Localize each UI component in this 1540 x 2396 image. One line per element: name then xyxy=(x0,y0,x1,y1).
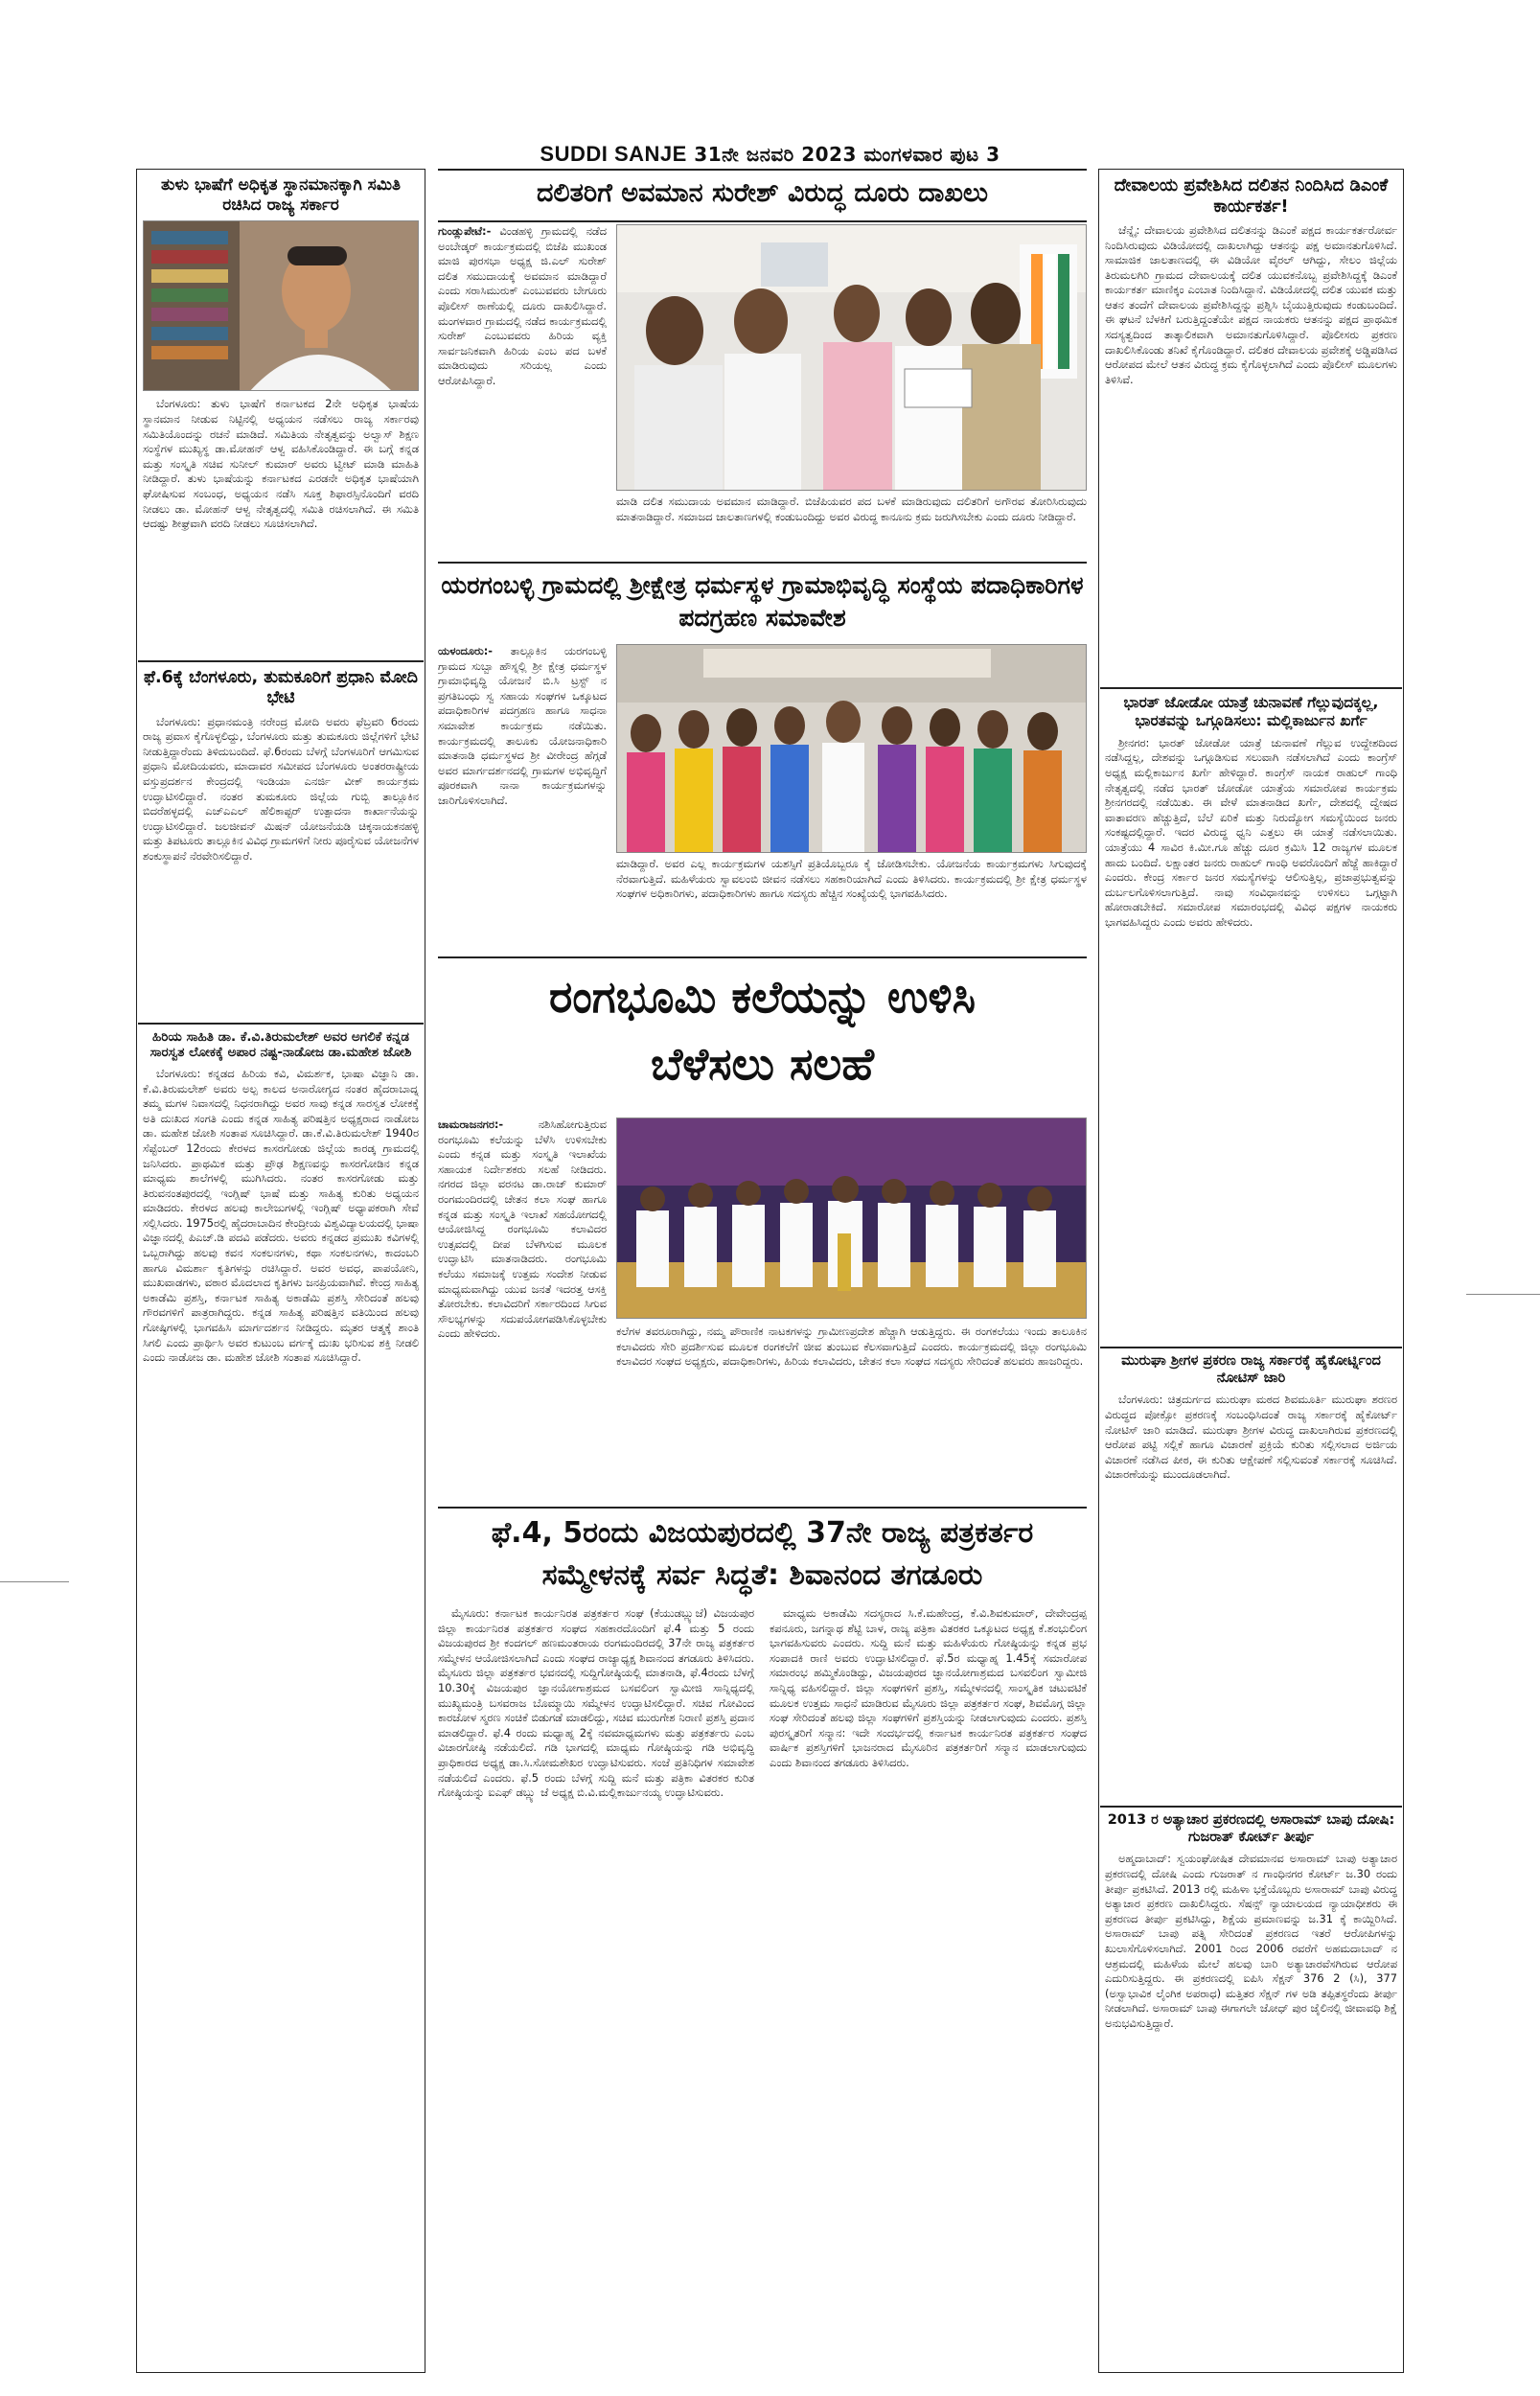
headline-kharge: ಭಾರತ್ ಜೋಡೋ ಯಾತ್ರೆ ಚುನಾವಣೆ ಗೆಲ್ಲುವುದಕ್ಕಲ್ಲ, ಭಾರತವನ್ನು ಒಗ್ಗೂಡಿಸಲು: ಮಲ್ಲಿಕಾರ್ಜುನ ಖರ್ಗೆ xyxy=(1123,694,1379,729)
headline-theatre-line1: ರಂಗಭೂಮಿ ಕಲೆಯನ್ನು ಉಳಿಸಿ xyxy=(548,971,977,1023)
article-asaram xyxy=(1105,1812,1397,2350)
caption-dalit-complaint: ಮಾಡಿ ದಲಿತ ಸಮುದಾಯ ಅವಮಾನ ಮಾಡಿದ್ದಾರೆ. ಬಿಜೆಪಿಯವರ ಪದ ಬಳಕೆ ಮಾಡಿರುವುದು ದಲಿತರಿಗೆ ಅಗೌರವ ತೋರಿಸಿರುವುದು ಮಾತನಾಡಿದ್ದಾರೆ. ಸಮಾಜದ ಜಾಲತಾಣಗಳಲ್ಲಿ ಕಂಡುಬಂದಿದ್ದು ಅವರ ವಿರುದ್ಧ ಕಾನೂನು ಕ್ರಮ ಜರುಗಿಸಬೇಕು ಎಂದು ದೂರು ನೀಡಿದ್ದಾರೆ. xyxy=(616,495,1087,523)
photo-complaint-handover xyxy=(616,224,1087,491)
body-temple-entry: ಚೆನ್ನೈ: ದೇವಾಲಯ ಪ್ರವೇಶಿಸಿದ ದಲಿತನನ್ನು ಡಿಎಂಕೆ ಪಕ್ಷದ ಕಾರ್ಯಕರ್ತರೋರ್ವ ನಿಂದಿಸಿರುವುದು ವಿಡಿಯೋದಲ್ಲಿ ದಾಖಲಾಗಿದ್ದು ಆತನನ್ನು ಪಕ್ಷ ಅಮಾನತುಗೊಳಿಸಿದೆ. ಸಾಮಾಜಿಕ ಜಾಲತಾಣದಲ್ಲಿ ಈ ವಿಡಿಯೋ ವೈರಲ್ ಆಗಿದ್ದು, ಸೇಲಂ ಜಿಲ್ಲೆಯ ತಿರುಮಲಗಿರಿ ಗ್ರಾಮದ ದೇವಾಲಯಕ್ಕೆ ದಲಿತ ಯುವಕನೊಬ್ಬ ಪ್ರವೇಶಿಸಿದ್ದಕ್ಕೆ ಡಿಎಂಕೆ ಕಾರ್ಯಕರ್ತ ಮಾಣಿಕ್ಕಂ ಎಂಬಾತ ನಿಂದಿಸಿದ್ದಾನೆ. ವಿಡಿಯೋದಲ್ಲಿ ದಲಿತ ಯುವಕ ಮತ್ತು ಆತನ ತಂದೆಗೆ ದೇವಾಲಯ ಪ್ರವೇಶಿಸಿದ್ದನ್ನು ಪ್ರಶ್ನಿಸಿ ಬೈಯುತ್ತಿರುವುದು ಕಂಡುಬಂದಿದೆ. ಈ ಘಟನೆ ಬೆಳಕಿಗೆ ಬರುತ್ತಿದ್ದಂತೆಯೇ ಪಕ್ಷದ ನಾಯಕರು ಆತನನ್ನು ಪಕ್ಷದ ಪ್ರಾಥಮಿಕ ಸದಸ್ಯತ್ವದಿಂದ ತಾತ್ಕಾಲಿಕವಾಗಿ ಅಮಾನತುಗೊಳಿಸಿದ್ದಾರೆ. ಪೊಲೀಸರು ಪ್ರಕರಣ ದಾಖಲಿಸಿಕೊಂಡು ತನಿಖೆ ಕೈಗೊಂಡಿದ್ದಾರೆ. ದಲಿತರ ದೇವಾಲಯ ಪ್ರವೇಶಕ್ಕೆ ಅಡ್ಡಿಪಡಿಸಿದ ಆರೋಪದ ಮೇಲೆ ಆತನ ವಿರುದ್ಧ ಕ್ರಮ ಕೈಗೊಳ್ಳಲಾಗಿದೆ ಎಂದು ಪೊಲೀಸ್ ಮೂಲಗಳು ತಿಳಿಸಿವೆ. xyxy=(1105,222,1397,386)
article-modi-visit xyxy=(143,668,419,1020)
photo-dharmasthala-event xyxy=(616,644,1087,853)
body-modi-visit: ಬೆಂಗಳೂರು: ಪ್ರಧಾನಮಂತ್ರಿ ನರೇಂದ್ರ ಮೋದಿ ಅವರು ಫೆಬ್ರವರಿ 6ರಂದು ರಾಜ್ಯ ಪ್ರವಾಸ ಕೈಗೊಳ್ಳಲಿದ್ದು, ಬೆಂಗಳೂರು ಮತ್ತು ತುಮಕೂರು ಜಿಲ್ಲೆಗಳಿಗೆ ಭೇಟಿ ನೀಡುತ್ತಿದ್ದಾರೆಂದು ತಿಳಿದುಬಂದಿದೆ. ಫೆ.6ರಂದು ಬೆಳಗ್ಗೆ ಬೆಂಗಳೂರಿಗೆ ಆಗಮಿಸುವ ಪ್ರಧಾನಿ ಮೋದಿಯವರು, ಮಾದಾವರ ಸಮೀಪದ ಬೆಂಗಳೂರು ಅಂತರರಾಷ್ಟ್ರೀಯ ವಸ್ತುಪ್ರದರ್ಶನ ಕೇಂದ್ರದಲ್ಲಿ ಇಂಡಿಯಾ ಎನರ್ಜಿ ವೀಕ್ ಕಾರ್ಯಕ್ರಮ ಉದ್ಘಾಟಿಸಲಿದ್ದಾರೆ. ನಂತರ ತುಮಕೂರು ಜಿಲ್ಲೆಯ ಗುಬ್ಬಿ ತಾಲ್ಲೂಕಿನ ಬಿದರೆಹಳ್ಳದಲ್ಲಿ ಎಚ್ಎಎಲ್ ಹೆಲಿಕಾಪ್ಟರ್ ಉತ್ಪಾದನಾ ಕಾರ್ಖಾನೆಯನ್ನು ಉದ್ಘಾಟಿಸಲಿದ್ದಾರೆ. ಜಲಜೀವನ್ ಮಿಷನ್ ಯೋಜನೆಯಡಿ ಚಿಕ್ಕನಾಯಕನಹಳ್ಳಿ ಮತ್ತು ತಿಪಟೂರು ತಾಲ್ಲೂಕಿನ ವಿವಿಧ ಗ್ರಾಮಗಳಿಗೆ ನೀರು ಪೂರೈಸುವ ಯೋಜನೆಗಳ ಶಂಕುಸ್ಥಾಪನೆ ನೆರವೇರಿಸಲಿದ್ದಾರೆ. xyxy=(143,714,419,864)
divider xyxy=(438,1507,1087,1509)
headline-journalists-line1: ಫೆ.4, 5ರಂದು ವಿಜಯಪುರದಲ್ಲಿ 37ನೇ ರಾಜ್ಯ ಪತ್ರಕರ್ತರ xyxy=(491,1516,1034,1550)
headline-theatre-line2: ಬೆಳೆಸಲು ಸಲಹೆ xyxy=(651,1038,874,1090)
divider xyxy=(1100,687,1402,689)
body-dharmasthala: ಯಳಂದೂರು:- ತಾಲ್ಲೂಕಿನ ಯರಗಂಬಳ್ಳಿ ಗ್ರಾಮದ ಸುಬ್ಬಾ ಹೌಸ್ನಲ್ಲಿ ಶ್ರೀ ಕ್ಷೇತ್ರ ಧರ್ಮಸ್ಥಳ ಗ್ರಾಮಾಭಿವೃದ್ಧಿ ಯೋಜನೆ ಬಿ.ಸಿ ಟ್ರಸ್ಟ್ ನ ಪ್ರಗತಿಬಂಧು ಸ್ವ ಸಹಾಯ ಸಂಘಗಳ ಒಕ್ಕೂಟದ ಪದಾಧಿಕಾರಿಗಳ ಪದಗ್ರಹಣ ಹಾಗೂ ಸಾಧನಾ ಸಮಾವೇಶ ಕಾರ್ಯಕ್ರಮ ನಡೆಯಿತು. ಕಾರ್ಯಕ್ರಮದಲ್ಲಿ ತಾಲೂಕು ಯೋಜನಾಧಿಕಾರಿ ಮಾತನಾಡಿ ಧರ್ಮಸ್ಥಳದ ಶ್ರೀ ವೀರೇಂದ್ರ ಹೆಗ್ಗಡೆ ಅವರ ಮಾರ್ಗದರ್ಶನದಲ್ಲಿ ಗ್ರಾಮಗಳ ಅಭಿವೃದ್ಧಿಗೆ ಪೂರಕವಾಗಿ ನಾನಾ ಕಾರ್ಯಕ್ರಮಗಳನ್ನು ಜಾರಿಗೊಳಿಸಲಾಗಿದೆ. xyxy=(438,644,607,807)
body-journalists-left: ಮೈಸೂರು: ಕರ್ನಾಟಕ ಕಾರ್ಯನಿರತ ಪತ್ರಕರ್ತರ ಸಂಘ (ಕೆಯುಡಬ್ಲ್ಯುಜೆ) ವಿಜಯಪುರ ಜಿಲ್ಲಾ ಕಾರ್ಯನಿರತ ಪತ್ರಕರ್ತರ ಸಂಘದ ಸಹಕಾರದೊಂದಿಗೆ ಫೆ.4 ಮತ್ತು 5 ರಂದು ವಿಜಯಪುರದ ಶ್ರೀ ಕಂದಗಲ್ ಹಣಮಂತರಾಯ ರಂಗಮಂದಿರದಲ್ಲಿ 37ನೇ ರಾಜ್ಯ ಪತ್ರಕರ್ತರ ಸಮ್ಮೇಳನ ಆಯೋಜಿಸಲಾಗಿದೆ ಎಂದು ಸಂಘದ ರಾಜ್ಯಾಧ್ಯಕ್ಷ ಶಿವಾನಂದ ತಗಡೂರು ತಿಳಿಸಿದರು. ಮೈಸೂರು ಜಿಲ್ಲಾ ಪತ್ರಕರ್ತರ ಭವನದಲ್ಲಿ ಸುದ್ದಿಗೋಷ್ಠಿಯಲ್ಲಿ ಮಾತನಾಡಿ, ಫೆ.4ರಂದು ಬೆಳಗ್ಗೆ 10.30ಕ್ಕೆ ವಿಜಯಪುರ ಜ್ಞಾನಯೋಗಾಶ್ರಮದ ಬಸವಲಿಂಗ ಸ್ವಾಮೀಜಿ ಸಾನ್ನಿಧ್ಯದಲ್ಲಿ ಮುಖ್ಯಮಂತ್ರಿ ಬಸವರಾಜ ಬೊಮ್ಮಾಯಿ ಸಮ್ಮೇಳನ ಉದ್ಘಾಟಿಸಲಿದ್ದಾರೆ. ಸಚಿವ ಗೋವಿಂದ ಕಾರಜೋಳ ಸ್ಮರಣ ಸಂಚಿಕೆ ಬಿಡುಗಡೆ ಮಾಡಲಿದ್ದು, ಸಚಿವ ಮುರುಗೇಶ ನಿರಾಣಿ ಪ್ರಶಸ್ತಿ ಪ್ರದಾನ ಮಾಡಲಿದ್ದಾರೆ. ಫೆ.4 ರಂದು ಮಧ್ಯಾಹ್ನ 2ಕ್ಕೆ ನವಮಾಧ್ಯಮಗಳು ಮತ್ತು ಪತ್ರಕರ್ತರು ಎಂಬ ವಿಚಾರಗೋಷ್ಠಿ ನಡೆಯಲಿದೆ. ಗಡಿ ಭಾಗದಲ್ಲಿ ಮಾಧ್ಯಮ ಗೋಷ್ಠಿಯನ್ನು ಗಡಿ ಅಭಿವೃದ್ಧಿ ಪ್ರಾಧಿಕಾರದ ಅಧ್ಯಕ್ಷ ಡಾ.ಸಿ.ಸೋಮಶೇಖರ ಉದ್ಘಾಟಿಸುವರು. ಸಂಜೆ ಪ್ರತಿನಿಧಿಗಳ ಸಮಾವೇಶ ನಡೆಯಲಿದೆ ಎಂದರು. ಫೆ.5 ರಂದು ಬೆಳಗ್ಗೆ ಸುದ್ದಿ ಮನೆ ಮತ್ತು ಪತ್ರಿಕಾ ವಿತರಕರ ಕುರಿತ ಗೋಷ್ಠಿಯನ್ನು ಐಎಫ್ ಡಬ್ಲ್ಯು ಜೆ ಅಧ್ಯಕ್ಷ ಬಿ.ವಿ.ಮಲ್ಲಿಕಾರ್ಜುನಯ್ಯ ಉದ್ಘಾಟಿಸುವರು. xyxy=(438,1606,754,1800)
headline-dalit-complaint: ದಲಿತರಿಗೆ ಅವಮಾನ ಸುರೇಶ್ ವಿರುದ್ಧ ದೂರು ದಾಖಲು xyxy=(536,178,988,208)
headline-temple-entry: ದೇವಾಲಯ ಪ್ರವೇಶಿಸಿದ ದಲಿತನ ನಿಂದಿಸಿದ ಡಿಎಂಕೆ ಕಾರ್ಯಕರ್ತ! xyxy=(1114,175,1389,217)
page-masthead xyxy=(0,142,1540,167)
margin-line-right xyxy=(1466,1294,1540,1295)
article-tirumalesh xyxy=(143,1029,419,2341)
body-tulu: ಬೆಂಗಳೂರು: ತುಳು ಭಾಷೆಗೆ ಕರ್ನಾಟಕದ 2ನೇ ಅಧಿಕೃತ ಭಾಷೆಯ ಸ್ಥಾನಮಾನ ನೀಡುವ ನಿಟ್ಟಿನಲ್ಲಿ ಅಧ್ಯಯನ ನಡೆಸಲು ರಾಜ್ಯ ಸರ್ಕಾರವು ಸಮಿತಿಯೊಂದನ್ನು ರಚನೆ ಮಾಡಿದೆ. ಸಮಿತಿಯ ನೇತೃತ್ವವನ್ನು ಅಲ್ವಾಸ್ ಶಿಕ್ಷಣ ಸಂಸ್ಥೆಗಳ ಮುಖ್ಯಸ್ಥ ಡಾ.ಮೋಹನ್ ಆಳ್ವ ವಹಿಸಿಕೊಂಡಿದ್ದಾರೆ. ಈ ಬಗ್ಗೆ ಕನ್ನಡ ಮತ್ತು ಸಂಸ್ಕೃತಿ ಸಚಿವ ಸುನೀಲ್ ಕುಮಾರ್ ಅವರು ಟ್ವೀಟ್ ಮಾಡಿ ಮಾಹಿತಿ ನೀಡಿದ್ದಾರೆ. ತುಳು ಭಾಷೆಯನ್ನು ಕರ್ನಾಟಕದ ಎರಡನೇ ಅಧಿಕೃತ ಭಾಷೆಯಾಗಿ ಘೋಷಿಸುವ ಸಂಬಂಧ, ಅಧ್ಯಯನ ನಡೆಸಿ ಸೂಕ್ತ ಶಿಫಾರಸ್ಸಿನೊಂದಿಗೆ ವರದಿ ನೀಡಲು ಡಾ. ಮೋಹನ್ ಆಳ್ವ ನೇತೃತ್ವದಲ್ಲಿ ಸಮಿತಿ ರಚಿಸಲಾಗಿದೆ. ಈ ಸಮಿತಿ ಆದಷ್ಟು ಶೀಘ್ರವಾಗಿ ವರದಿ ನೀಡಲು ಸೂಚಿಸಲಾಗಿದೆ. xyxy=(143,397,419,531)
headline-tulu: ತುಳು ಭಾಷೆಗೆ ಅಧಿಕೃತ ಸ್ಥಾನಮಾನಕ್ಕಾಗಿ ಸಮಿತಿ ರಚಿಸಿದ ರಾಜ್ಯ ಸರ್ಕಾರ xyxy=(161,175,401,215)
dateline-yalandur: ಯಳಂದೂರು:- xyxy=(438,644,493,657)
body-dalit-complaint: ಗುಂಡ್ಲುಪೇಟೆ:- ವಿಂಡಹಳ್ಳಿ ಗ್ರಾಮದಲ್ಲಿ ನಡೆದ ಅಂಬೇಡ್ಕರ್ ಕಾರ್ಯಕ್ರಮದಲ್ಲಿ ಬಿಜೆಪಿ ಮುಖಂಡ ಮಾಜಿ ಪುರಸಭಾ ಅಧ್ಯಕ್ಷ ಜಿ.ಎಲ್ ಸುರೇಶ್ ದಲಿತ ಸಮುದಾಯಕ್ಕೆ ಅವಮಾನ ಮಾಡಿದ್ದಾರೆ ಎಂದು ಸರಾಸಿಮುರುಕ್ ಎಂಬುವವರು ಬೇಗೂರು ಪೊಲೀಸ್ ಠಾಣೆಯಲ್ಲಿ ದೂರು ದಾಖಲಿಸಿದ್ದಾರೆ. ಮಂಗಳವಾರ ಗ್ರಾಮದಲ್ಲಿ ನಡೆದ ಕಾರ್ಯಕ್ರಮದಲ್ಲಿ ಸುರೇಶ್ ಎಂಬುವವರು ಹಿರಿಯ ವ್ಯಕ್ತಿ ಸಾರ್ವಜನಿಕವಾಗಿ ಹಿರಿಯ ಎಂಬ ಪದ ಬಳಕೆ ಮಾಡಿರುವುದು ಸರಿಯಲ್ಲ ಎಂದು ಆರೋಪಿಸಿದ್ದಾರೆ. xyxy=(438,224,607,387)
left-column xyxy=(136,169,425,2373)
headline-dharmasthala: ಯರಗಂಬಳ್ಳಿ ಗ್ರಾಮದಲ್ಲಿ ಶ್ರೀಕ್ಷೇತ್ರ ಧರ್ಮಸ್ಥಳ ಗ್ರಾಮಾಭಿವೃದ್ಧಿ ಸಂಸ್ಥೆಯ ಪದಾಧಿಕಾರಿಗಳ ಪದಗ್ರಹಣ ಸಮಾವೇಶ xyxy=(441,571,1084,632)
body-murugha: ಬೆಂಗಳೂರು: ಚಿತ್ರದುರ್ಗದ ಮುರುಘಾ ಮಠದ ಶಿವಮೂರ್ತಿ ಮುರುಘಾ ಶರಣರ ವಿರುದ್ಧದ ಪೋಕ್ಸೋ ಪ್ರಕರಣಕ್ಕೆ ಸಂಬಂಧಿಸಿದಂತೆ ರಾಜ್ಯ ಸರ್ಕಾರಕ್ಕೆ ಹೈಕೋರ್ಟ್ ನೋಟಿಸ್ ಜಾರಿ ಮಾಡಿದೆ. ಮುರುಘಾ ಶ್ರೀಗಳ ವಿರುದ್ಧ ದಾಖಲಾಗಿರುವ ಪ್ರಕರಣದಲ್ಲಿ ಆರೋಪ ಪಟ್ಟಿ ಸಲ್ಲಿಕೆ ಹಾಗೂ ವಿಚಾರಣೆ ಪ್ರಕ್ರಿಯೆ ಕುರಿತು ಸಲ್ಲಿಸಲಾದ ಅರ್ಜಿಯ ವಿಚಾರಣೆ ನಡೆಸಿದ ಪೀಠ, ಈ ಕುರಿತು ಆಕ್ಷೇಪಣೆ ಸಲ್ಲಿಸುವಂತೆ ಸರ್ಕಾರಕ್ಕೆ ಸೂಚಿಸಿದೆ. ವಿಚಾರಣೆಯನ್ನು ಮುಂದೂಡಲಾಗಿದೆ. xyxy=(1105,1393,1397,1482)
headline-tirumalesh: ಹಿರಿಯ ಸಾಹಿತಿ ಡಾ. ಕೆ.ವಿ.ತಿರುಮಲೇಶ್ ಅವರ ಅಗಲಿಕೆ ಕನ್ನಡ ಸಾರಸ್ವತ ಲೋಕಕ್ಕೆ ಅಪಾರ ನಷ್ಟ-ನಾಡೋಜ ಡಾ.ಮಹೇಶ ಜೋಶಿ xyxy=(149,1029,412,1061)
caption-theatre: ಕಲೆಗಳ ತವರೂರಾಗಿದ್ದು, ನಮ್ಮ ಪೌರಾಣಿಕ ನಾಟಕಗಳನ್ನು ಗ್ರಾಮೀಣಪ್ರದೇಶ ಹೆಚ್ಚಾಗಿ ಆಡುತ್ತಿದ್ದರು. ಈ ರಂಗಕಲೆಯು ಇಂದು ತಾಲೂಕಿನ ಕಲಾವಿದರು ಸೇರಿ ಪ್ರದರ್ಶಿಸುವ ಮೂಲಕ ರಂಗಕಲೆಗೆ ಜೀವ ತುಂಬುವ ಕೆಲಸವಾಗುತ್ತಿದೆ ಎಂದರು. ಕಾರ್ಯಕ್ರಮದಲ್ಲಿ ಜಿಲ್ಲಾ ರಂಗಭೂಮಿ ಕಲಾವಿದರ ಸಂಘದ ಅಧ್ಯಕ್ಷರು, ಪದಾಧಿಕಾರಿಗಳು, ಹಿರಿಯ ಕಲಾವಿದರು, ಚೇತನ ಕಲಾ ಸಂಘದ ಸದಸ್ಯರು ಸೇರಿದಂತೆ ಹಲವರು ಹಾಜರಿದ್ದರು. xyxy=(616,1325,1087,1369)
article-murugha xyxy=(1105,1353,1397,1799)
headline-murugha: ಮುರುಘಾ ಶ್ರೀಗಳ ಪ್ರಕರಣ ರಾಜ್ಯ ಸರ್ಕಾರಕ್ಕೆ ಹೈಕೋರ್ಟ್ನಿಂದ ನೋಟಿಸ್ ಜಾರಿ xyxy=(1121,1353,1381,1386)
body-tirumalesh: ಬೆಂಗಳೂರು: ಕನ್ನಡದ ಹಿರಿಯ ಕವಿ, ವಿಮರ್ಶಕ, ಭಾಷಾ ವಿಜ್ಞಾನಿ ಡಾ. ಕೆ.ವಿ.ತಿರುಮಲೇಶ್ ಅವರು ಅಲ್ಪ ಕಾಲದ ಅನಾರೋಗ್ಯದ ನಂತರ ಹೈದರಾಬಾದ್ನ ತಮ್ಮ ಮಗಳ ನಿವಾಸದಲ್ಲಿ ನಿಧನರಾಗಿದ್ದು ಅವರ ಸಾವು ಕನ್ನಡ ಸಾರಸ್ವತ ಲೋಕಕ್ಕೆ ಅತಿ ದುಃಖದ ಸಂಗತಿ ಎಂದು ಕನ್ನಡ ಸಾಹಿತ್ಯ ಪರಿಷತ್ತಿನ ಅಧ್ಯಕ್ಷರಾದ ನಾಡೋಜ ಡಾ. ಮಹೇಶ ಜೋಶಿ ಸಂತಾಪ ಸೂಚಿಸಿದ್ದಾರೆ. ಡಾ.ಕೆ.ವಿ.ತಿರುಮಲೇಶ್ 1940ರ ಸೆಪ್ಟೆಂಬರ್ 12ರಂದು ಕೇರಳದ ಕಾಸರಗೋಡು ಜಿಲ್ಲೆಯ ಕಾರಡ್ಕ ಗ್ರಾಮದಲ್ಲಿ ಜನಿಸಿದರು. ಪ್ರಾಥಮಿಕ ಮತ್ತು ಪ್ರೌಢ ಶಿಕ್ಷಣವನ್ನು ಕಾಸರಗೋಡಿನ ಕನ್ನಡ ಮಾಧ್ಯಮ ಶಾಲೆಗಳಲ್ಲಿ ಮುಗಿಸಿದರು. ನಂತರ ಕಾಸರಗೋಡು ಮತ್ತು ತಿರುವನಂತಪುರದಲ್ಲಿ ಇಂಗ್ಲಿಷ್ ಭಾಷೆ ಮತ್ತು ಸಾಹಿತ್ಯ ಕುರಿತು ಅಧ್ಯಯನ ಮಾಡಿದರು. ಕೇರಳದ ಹಲವು ಕಾಲೇಜುಗಳಲ್ಲಿ ಇಂಗ್ಲಿಷ್ ಅಧ್ಯಾಪಕರಾಗಿ ಸೇವೆ ಸಲ್ಲಿಸಿದರು. 1975ರಲ್ಲಿ ಹೈದರಾಬಾದಿನ ಕೇಂದ್ರೀಯ ವಿಶ್ವವಿದ್ಯಾಲಯದಲ್ಲಿ ಭಾಷಾ ವಿಜ್ಞಾನದಲ್ಲಿ ಪಿಎಚ್.ಡಿ ಪದವಿ ಪಡೆದರು. ಅವರು ಕನ್ನಡದ ಪ್ರಮುಖ ಕವಿಗಳಲ್ಲಿ ಒಬ್ಬರಾಗಿದ್ದು ಹಲವು ಕವನ ಸಂಕಲನಗಳು, ಕಥಾ ಸಂಕಲನಗಳು, ಕಾದಂಬರಿ ಹಾಗೂ ವಿಮರ್ಶಾ ಕೃತಿಗಳನ್ನು ರಚಿಸಿದ್ದಾರೆ. ಅವರ ಅವಧ, ಪಾಪಯೋನಿ, ಮುಖವಾಡಗಳು, ವಠಾರ ಮೊದಲಾದ ಕೃತಿಗಳು ಜನಪ್ರಿಯವಾಗಿವೆ. ಕೇಂದ್ರ ಸಾಹಿತ್ಯ ಅಕಾಡೆಮಿ ಪ್ರಶಸ್ತಿ, ಕರ್ನಾಟಕ ಸಾಹಿತ್ಯ ಅಕಾಡೆಮಿ ಪ್ರಶಸ್ತಿ ಸೇರಿದಂತೆ ಹಲವು ಗೌರವಗಳಿಗೆ ಪಾತ್ರರಾಗಿದ್ದರು. ಕನ್ನಡ ಸಾಹಿತ್ಯ ಪರಿಷತ್ತಿನ ವತಿಯಿಂದ ಹಲವು ಗೋಷ್ಠಿಗಳಲ್ಲಿ ಭಾಗವಹಿಸಿ ಮಾರ್ಗದರ್ಶನ ನೀಡಿದ್ದರು. ಮೃತರ ಆತ್ಮಕ್ಕೆ ಶಾಂತಿ ಸಿಗಲಿ ಎಂದು ಪ್ರಾರ್ಥಿಸಿ ಅವರ ಕುಟುಂಬ ವರ್ಗಕ್ಕೆ ದುಃಖ ಭರಿಸುವ ಶಕ್ತಿ ನೀಡಲಿ ಎಂದು ನಾಡೋಜ ಡಾ. ಮಹೇಶ ಜೋಶಿ ಸಂತಾಪ ಸೂಚಿಸಿದ್ದಾರೆ. xyxy=(143,1066,419,1365)
headline-box-dalit xyxy=(438,169,1087,222)
photo-theatre-inauguration xyxy=(616,1117,1087,1319)
divider xyxy=(138,1023,424,1025)
photo-minister-portrait xyxy=(143,220,419,391)
margin-line-left xyxy=(0,1581,69,1582)
headline-modi-visit: ಫೆ.6ಕ್ಕೆ ಬೆಂಗಳೂರು, ತುಮಕೂರಿಗೆ ಪ್ರಧಾನಿ ಮೋದಿ ಭೇಟಿ xyxy=(144,668,418,708)
divider xyxy=(1100,1347,1402,1348)
article-tulu-language xyxy=(143,175,419,686)
article-kharge xyxy=(1105,694,1397,1302)
body-kharge: ಶ್ರೀನಗರ: ಭಾರತ್ ಜೋಡೋ ಯಾತ್ರೆ ಚುನಾವಣೆ ಗೆಲ್ಲುವ ಉದ್ದೇಶದಿಂದ ನಡೆಸಿದ್ದಲ್ಲ, ದೇಶವನ್ನು ಒಗ್ಗೂಡಿಸುವ ಸಲುವಾಗಿ ನಡೆಸಲಾಗಿದೆ ಎಂದು ಕಾಂಗ್ರೆಸ್ ಅಧ್ಯಕ್ಷ ಮಲ್ಲಿಕಾರ್ಜುನ ಖರ್ಗೆ ಹೇಳಿದ್ದಾರೆ. ಕಾಂಗ್ರೆಸ್ ನಾಯಕ ರಾಹುಲ್ ಗಾಂಧಿ ನೇತೃತ್ವದಲ್ಲಿ ನಡೆದ ಭಾರತ್ ಜೋಡೋ ಯಾತ್ರೆಯ ಸಮಾರೋಪ ಕಾರ್ಯಕ್ರಮ ಶ್ರೀನಗರದಲ್ಲಿ ನಡೆಯಿತು. ಈ ವೇಳೆ ಮಾತನಾಡಿದ ಖರ್ಗೆ, ದೇಶದಲ್ಲಿ ದ್ವೇಷದ ವಾತಾವರಣ ಹೆಚ್ಚುತ್ತಿದೆ, ಬೆಲೆ ಏರಿಕೆ ಮತ್ತು ನಿರುದ್ಯೋಗ ಸಮಸ್ಯೆಯಿಂದ ಜನರು ಸಂಕಷ್ಟದಲ್ಲಿದ್ದಾರೆ. ಇದರ ವಿರುದ್ಧ ಧ್ವನಿ ಎತ್ತಲು ಈ ಯಾತ್ರೆ ನಡೆಸಲಾಯಿತು. ಯಾತ್ರೆಯು 4 ಸಾವಿರ ಕಿ.ಮೀ.ಗೂ ಹೆಚ್ಚು ದೂರ ಕ್ರಮಿಸಿ 12 ರಾಜ್ಯಗಳ ಮೂಲಕ ಹಾದು ಬಂದಿದೆ. ಲಕ್ಷಾಂತರ ಜನರು ರಾಹುಲ್ ಗಾಂಧಿ ಅವರೊಂದಿಗೆ ಹೆಜ್ಜೆ ಹಾಕಿದ್ದಾರೆ ಎಂದರು. ಕೇಂದ್ರ ಸರ್ಕಾರ ಜನರ ಸಮಸ್ಯೆಗಳನ್ನು ಆಲಿಸುತ್ತಿಲ್ಲ, ಪ್ರಜಾಪ್ರಭುತ್ವವನ್ನು ದುರ್ಬಲಗೊಳಿಸಲಾಗುತ್ತಿದೆ. ನಾವು ಸಂವಿಧಾನವನ್ನು ಉಳಿಸಲು ಒಗ್ಗಟ್ಟಾಗಿ ಹೋರಾಡಬೇಕಿದೆ. ಸಮಾರೋಪ ಸಮಾರಂಭದಲ್ಲಿ ವಿವಿಧ ಪಕ್ಷಗಳ ನಾಯಕರು ಭಾಗವಹಿಸಿದ್ದರು ಎಂದು ಅವರು ಹೇಳಿದರು. xyxy=(1105,735,1397,929)
divider xyxy=(438,956,1087,958)
right-column xyxy=(1098,169,1404,2373)
caption-dharmasthala: ಮಾಡಿದ್ದಾರೆ. ಅವರ ಎಲ್ಲ ಕಾರ್ಯಕ್ರಮಗಳ ಯಶಸ್ಸಿಗೆ ಪ್ರತಿಯೊಬ್ಬರೂ ಕೈ ಜೋಡಿಸಬೇಕು. ಯೋಜನೆಯ ಕಾರ್ಯಕ್ರಮಗಳು ಸಿಗುವುದಕ್ಕೆ ನೆರವಾಗುತ್ತಿದೆ. ಮಹಿಳೆಯರು ಸ್ವಾವಲಂಬಿ ಜೀವನ ನಡೆಸಲು ಸಹಕಾರಿಯಾಗಿದೆ ಎಂದು ತಿಳಿಸಿದರು. ಕಾರ್ಯಕ್ರಮದಲ್ಲಿ ಶ್ರೀ ಕ್ಷೇತ್ರ ಧರ್ಮಸ್ಥಳ ಸಂಘಗಳ ಅಧಿಕಾರಿಗಳು, ಪದಾಧಿಕಾರಿಗಳು ಹಾಗೂ ಸದಸ್ಯರು ಹೆಚ್ಚಿನ ಸಂಖ್ಯೆಯಲ್ಲಿ ಭಾಗವಹಿಸಿದರು. xyxy=(616,857,1087,901)
dateline-chamarajanagar: ಚಾಮರಾಜನಗರ:- xyxy=(438,1117,504,1131)
body-theatre: ಚಾಮರಾಜನಗರ:- ನಶಿಸಿಹೋಗುತ್ತಿರುವ ರಂಗಭೂಮಿ ಕಲೆಯನ್ನು ಬೆಳೆಸಿ ಉಳಿಸಬೇಕು ಎಂದು ಕನ್ನಡ ಮತ್ತು ಸಂಸ್ಕೃತಿ ಇಲಾಖೆಯ ಸಹಾಯಕ ನಿರ್ದೇಶಕರು ಸಲಹೆ ನೀಡಿದರು. ನಗರದ ಜಿಲ್ಲಾ ವರನಟ ಡಾ.ರಾಜ್ ಕುಮಾರ್ ರಂಗಮಂದಿರದಲ್ಲಿ ಚೇತನ ಕಲಾ ಸಂಘ ಹಾಗೂ ಕನ್ನಡ ಮತ್ತು ಸಂಸ್ಕೃತಿ ಇಲಾಖೆ ಸಹಯೋಗದಲ್ಲಿ ಆಯೋಜಿಸಿದ್ದ ರಂಗಭೂಮಿ ಕಲಾವಿದರ ಉತ್ಸವದಲ್ಲಿ ದೀಪ ಬೆಳಗಿಸುವ ಮೂಲಕ ಉದ್ಘಾಟಿಸಿ ಮಾತನಾಡಿದರು. ರಂಗಭೂಮಿ ಕಲೆಯು ಸಮಾಜಕ್ಕೆ ಉತ್ತಮ ಸಂದೇಶ ನೀಡುವ ಮಾಧ್ಯಮವಾಗಿದ್ದು ಯುವ ಜನತೆ ಇದರತ್ತ ಆಸಕ್ತಿ ತೋರಬೇಕು. ಕಲಾವಿದರಿಗೆ ಸರ್ಕಾರದಿಂದ ಸಿಗುವ ಸೌಲಭ್ಯಗಳನ್ನು ಸದುಪಯೋಗಪಡಿಸಿಕೊಳ್ಳಬೇಕು ಎಂದು ಹೇಳಿದರು. xyxy=(438,1117,607,1341)
newspaper-page xyxy=(136,169,1404,2373)
issue-date: 31ನೇ ಜನವರಿ 2023 ಮಂಗಳವಾರ xyxy=(694,143,943,166)
divider xyxy=(138,660,424,662)
divider xyxy=(1100,1806,1402,1808)
newspaper-name: SUDDI SANJE xyxy=(540,142,687,166)
headline-journalists-line2: ಸಮ್ಮೇಳನಕ್ಕೆ ಸರ್ವ ಸಿದ್ಧತೆ: ಶಿವಾನಂದ ತಗಡೂರು xyxy=(541,1558,983,1592)
headline-asaram: 2013 ರ ಅತ್ಯಾಚಾರ ಪ್ರಕರಣದಲ್ಲಿ ಅಸಾರಾಮ್ ಬಾಪು ದೋಷಿ: ಗುಜರಾತ್ ಕೋರ್ಟ್ ತೀರ್ಪು xyxy=(1107,1812,1395,1845)
dateline-gundlupet: ಗುಂಡ್ಲುಪೇಟೆ:- xyxy=(438,224,492,238)
center-column xyxy=(438,169,1087,2373)
divider xyxy=(438,562,1087,564)
body-asaram: ಅಹ್ಮದಾಬಾದ್: ಸ್ವಯಂಘೋಷಿತ ದೇವಮಾನವ ಅಸಾರಾಮ್ ಬಾಪು ಅತ್ಯಾಚಾರ ಪ್ರಕರಣದಲ್ಲಿ ದೋಷಿ ಎಂದು ಗುಜರಾತ್ ನ ಗಾಂಧಿನಗರ ಕೋರ್ಟ್ ಜ.30 ರಂದು ತೀರ್ಪು ಪ್ರಕಟಿಸಿದೆ. 2013 ರಲ್ಲಿ ಮಹಿಳಾ ಭಕ್ತೆಯೊಬ್ಬರು ಅಸಾರಾಮ್ ಬಾಪು ವಿರುದ್ಧ ಅತ್ಯಾಚಾರ ಪ್ರಕರಣ ದಾಖಲಿಸಿದ್ದರು. ಸೆಷನ್ಸ್ ನ್ಯಾಯಾಲಯದ ನ್ಯಾಯಾಧೀಶರು ಈ ಪ್ರಕರಣದ ತೀರ್ಪು ಪ್ರಕಟಿಸಿದ್ದು, ಶಿಕ್ಷೆಯ ಪ್ರಮಾಣವನ್ನು ಜ.31 ಕ್ಕೆ ಕಾಯ್ದಿರಿಸಿದೆ. ಅಸಾರಾಮ್ ಬಾಪು ಪತ್ನಿ ಸೇರಿದಂತೆ ಪ್ರಕರಣದ ಇತರೆ ಆರೋಪಿಗಳನ್ನು ಖುಲಾಸೆಗೊಳಿಸಲಾಗಿದೆ. 2001 ರಿಂದ 2006 ರವರೆಗೆ ಅಹಮದಾಬಾದ್ ನ ಆಶ್ರಮದಲ್ಲಿ ಮಹಿಳೆಯ ಮೇಲೆ ಹಲವು ಬಾರಿ ಅತ್ಯಾಚಾರವೆಸಗಿರುವ ಆರೋಪ ಎದುರಿಸುತ್ತಿದ್ದರು. ಈ ಪ್ರಕರಣದಲ್ಲಿ ಐಪಿಸಿ ಸೆಕ್ಷನ್ 376 2 (ಸಿ), 377 (ಅಸ್ವಾಭಾವಿಕ ಲೈಂಗಿಕ ಅಪರಾಧ) ಮತ್ತಿತರ ಸೆಕ್ಷನ್ ಗಳ ಅಡಿ ತಪ್ಪಿತಸ್ಥರೆಂದು ತೀರ್ಪು ನೀಡಲಾಗಿದೆ. ಅಸಾರಾಮ್ ಬಾಪು ಈಗಾಗಲೇ ಜೋಧ್ ಪುರ ಜೈಲಿನಲ್ಲಿ ಜೀವಾವಧಿ ಶಿಕ್ಷೆ ಅನುಭವಿಸುತ್ತಿದ್ದಾರೆ. xyxy=(1105,1852,1397,2030)
article-temple-entry xyxy=(1105,175,1397,680)
page-number: ಪುಟ 3 xyxy=(950,143,1000,166)
body-journalists-right: ಮಾಧ್ಯಮ ಅಕಾಡೆಮಿ ಸದಸ್ಯರಾದ ಸಿ.ಕೆ.ಮಹೇಂದ್ರ, ಕೆ.ವಿ.ಶಿವಕುಮಾರ್, ದೇವೇಂದ್ರಪ್ಪ ಕಪನೂರು, ಜಗನ್ನಾಥ ಶೆಟ್ಟಿ ಬಾಳ, ರಾಜ್ಯ ಪತ್ರಿಕಾ ವಿತರಕರ ಒಕ್ಕೂಟದ ಅಧ್ಯಕ್ಷ ಕೆ.ಶಂಭುಲಿಂಗ ಭಾಗವಹಿಸುವರು ಎಂದರು. ಸುದ್ದಿ ಮನೆ ಮತ್ತು ಮಹಿಳೆಯರು ಗೋಷ್ಠಿಯನ್ನು ಕನ್ನಡ ಪ್ರಭ ಸಂಪಾದಕಿ ರಾಣಿ ಅವರು ಉದ್ಘಾಟಿಸಲಿದ್ದಾರೆ. ಫೆ.5ರ ಮಧ್ಯಾಹ್ನ 1.45ಕ್ಕೆ ಸಮಾರೋಪ ಸಮಾರಂಭ ಹಮ್ಮಿಕೊಂಡಿದ್ದು, ವಿಜಯಪುರದ ಜ್ಞಾನಯೋಗಾಶ್ರಮದ ಬಸವಲಿಂಗ ಸ್ವಾಮೀಜಿ ಸಾನ್ನಿಧ್ಯ ವಹಿಸಲಿದ್ದಾರೆ. ಜಿಲ್ಲಾ ಸಂಘಗಳಿಗೆ ಪ್ರಶಸ್ತಿ, ಸಮ್ಮೇಳನದಲ್ಲಿ ಸಾಂಸ್ಕೃತಿಕ ಚಟುವಟಿಕೆ ಮೂಲಕ ಉತ್ತಮ ಸಾಧನೆ ಮಾಡಿರುವ ಮೈಸೂರು ಜಿಲ್ಲಾ ಪತ್ರಕರ್ತರ ಸಂಘ, ಶಿವಮೊಗ್ಗ ಜಿಲ್ಲಾ ಸಂಘ ಸೇರಿದಂತೆ ಹಲವು ಜಿಲ್ಲಾ ಸಂಘಗಳಿಗೆ ಪ್ರಶಸ್ತಿಯನ್ನು ನೀಡಲಾಗುವುದು ಎಂದರು. ಪ್ರಶಸ್ತಿ ಪುರಸ್ಕೃತರಿಗೆ ಸನ್ಮಾನ: ಇದೇ ಸಂದರ್ಭದಲ್ಲಿ ಕರ್ನಾಟಕ ಕಾರ್ಯನಿರತ ಪತ್ರಕರ್ತರ ಸಂಘದ ವಾರ್ಷಿಕ ಪ್ರಶಸ್ತಿಗಳಿಗೆ ಭಾಜನರಾದ ಮೈಸೂರಿನ ಪತ್ರಕರ್ತರಿಗೆ ಸನ್ಮಾನ ಮಾಡಲಾಗುವುದು ಎಂದು ಶಿವಾನಂದ ತಗಡೂರು ತಿಳಿಸಿದರು. xyxy=(770,1606,1087,1769)
